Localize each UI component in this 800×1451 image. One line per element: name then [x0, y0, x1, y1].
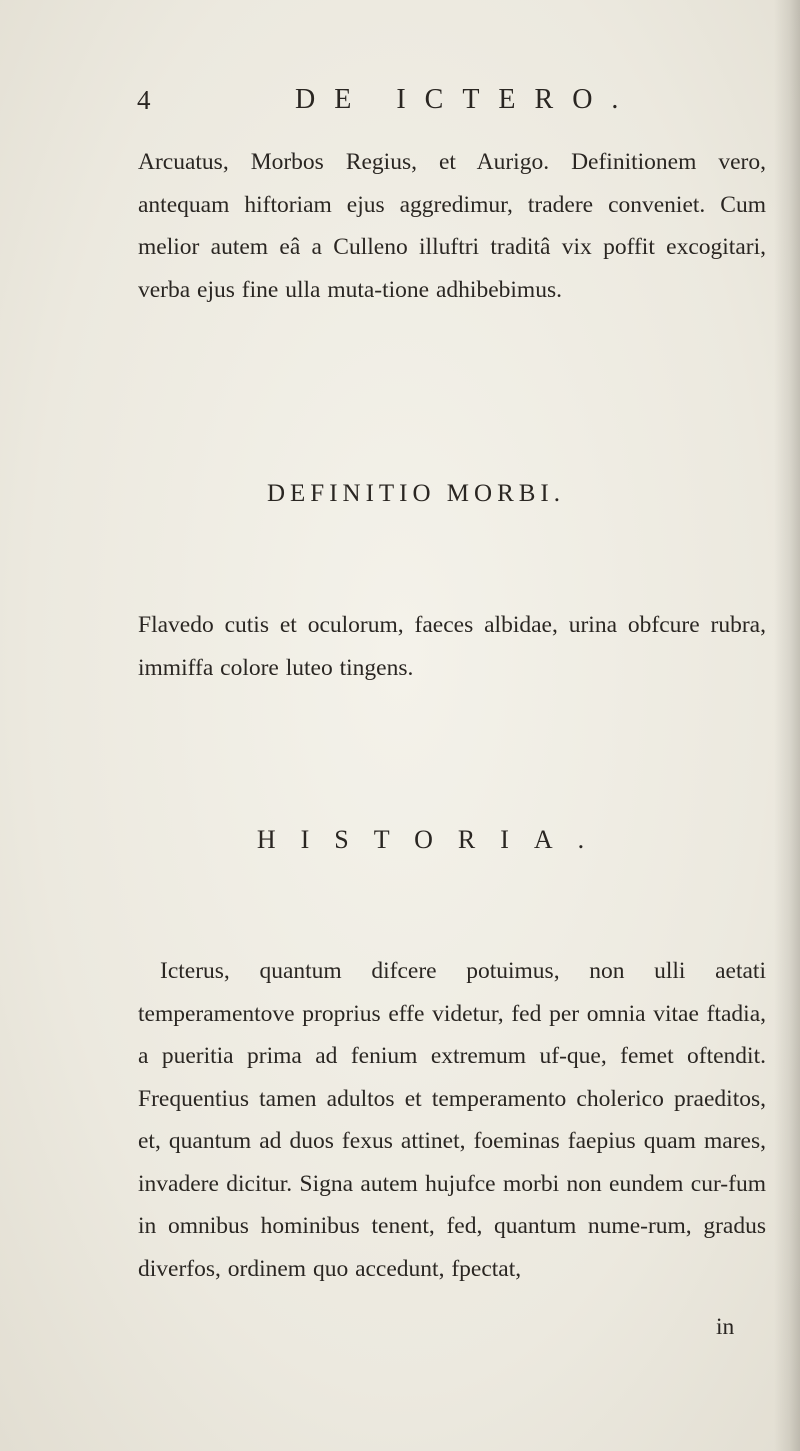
definitio-paragraph: Flavedo cutis et oculorum, faeces albidae, urina obfcure rubra, immiffa colore luteo tingens.: [138, 612, 766, 681]
catchword: in: [716, 1314, 735, 1340]
intro-paragraph: Arcuatus, Morbos Regius, et Aurigo. Definitionem vero, antequam hiftoriam ejus aggredimur, tradere conveniet. Cum melior autem eâ a Culleno illuftri traditâ vix poffit excogitari, verba ejus fine ulla muta-tione adhibebimus.: [138, 149, 766, 303]
running-head: [0, 80, 800, 120]
historia-paragraph: Icterus, quantum difcere potuimus, non ulli aetati temperamentove proprius effe videtur, fed per omnia vitae ftadia, a pueritia prima ad fenium extremum uf-que, femet oftendit. Frequentius tamen adultos et temperamento cholerico praeditos, et, quantum ad duos fexus attinet, foeminas faepius quam mares, invadere dicitur. Signa autem hujufce morbi non eundem cur-fum in omnibus hominibus tenent, fed, quantum nume-rum, gradus diverfos, ordinem quo accedunt, fpectat,: [138, 958, 766, 1282]
section-heading-historia: HISTORIA.: [256, 825, 610, 854]
running-head-title: DE ICTERO.: [295, 84, 638, 115]
page-number: 4: [137, 85, 151, 115]
section-heading-definitio: DEFINITIO MORBI.: [266, 480, 566, 507]
